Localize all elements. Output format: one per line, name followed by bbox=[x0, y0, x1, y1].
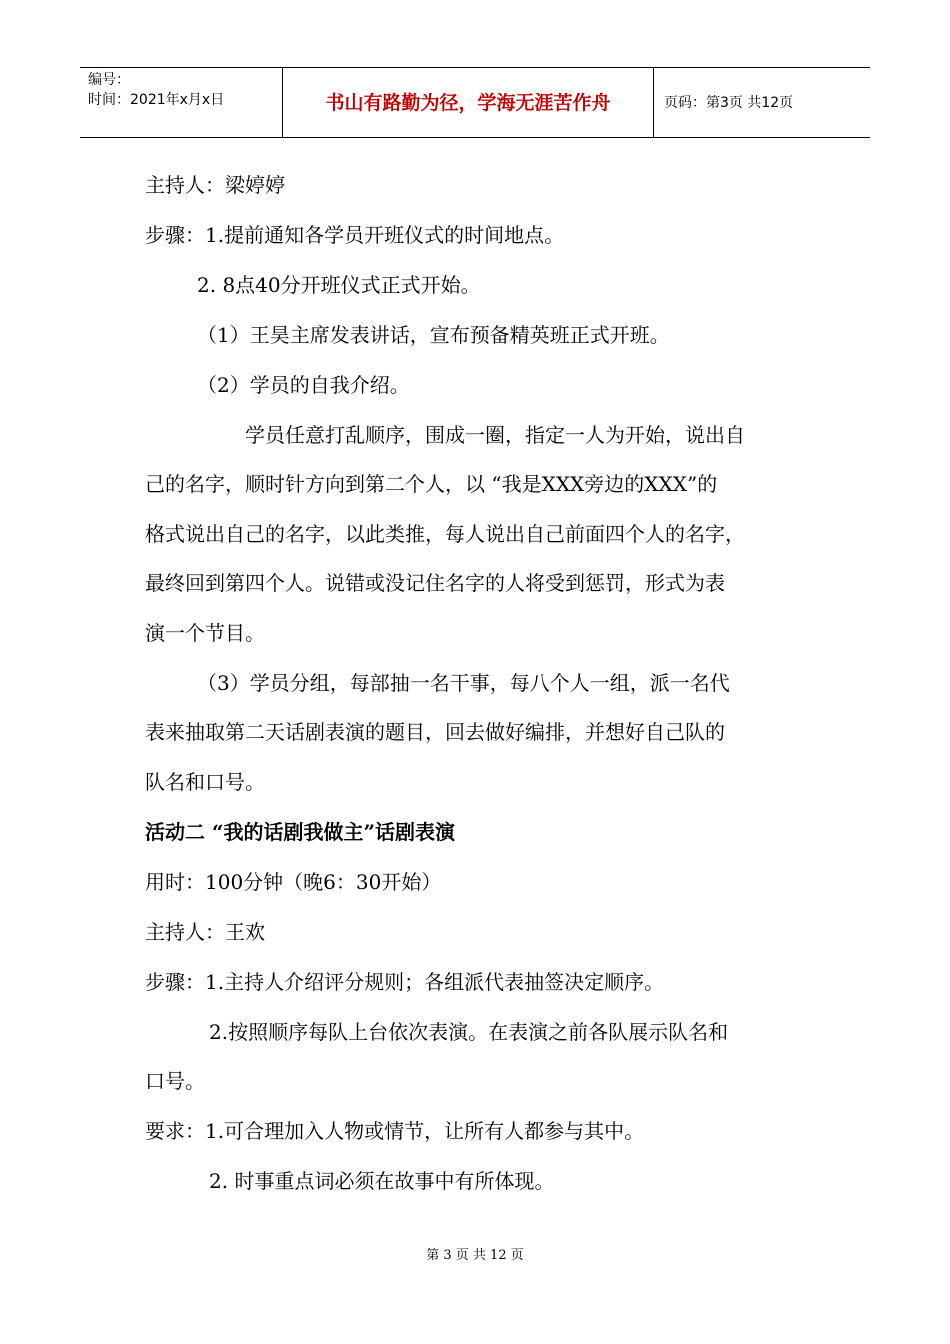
steps-1-item-2: 2. 8点40分开班仪式正式开始。 bbox=[197, 273, 481, 297]
steps-2-item-2-line-1: 2.按照顺序每队上台依次表演。在表演之前各队展示队名和 bbox=[209, 1020, 729, 1044]
header-page-label: 页码：第3页 共12页 bbox=[664, 95, 794, 111]
serial-label: 编号： bbox=[88, 72, 130, 88]
steps-1-sub-2: （2）学员的自我介绍。 bbox=[197, 373, 410, 397]
activity-2-heading: 活动二 “我的话剧我做主”话剧表演 bbox=[145, 820, 455, 844]
paragraph-2-line-3: 队名和口号。 bbox=[145, 770, 265, 794]
steps-1-item-1: 步骤：1.提前通知各学员开班仪式的时间地点。 bbox=[145, 223, 565, 247]
header-page-cell bbox=[654, 68, 870, 137]
header-motto: 书山有路勤为径，学海无涯苦作舟 bbox=[325, 92, 611, 114]
page-header bbox=[80, 67, 870, 138]
requirement-2: 2. 时事重点词必须在故事中有所体现。 bbox=[209, 1169, 555, 1193]
header-motto-cell bbox=[283, 68, 654, 137]
page-footer: 第 3 页 共 12 页 bbox=[426, 1248, 524, 1263]
paragraph-1-line-4: 最终回到第四个人。说错或没记住名字的人将受到惩罚，形式为表 bbox=[145, 571, 725, 595]
header-info-cell bbox=[80, 68, 283, 137]
requirement-1: 要求：1.可合理加入人物或情节，让所有人都参与其中。 bbox=[145, 1119, 645, 1143]
duration-2: 用时：100分钟（晚6：30开始） bbox=[145, 870, 442, 894]
time-label: 时间：2021年x月x日 bbox=[88, 92, 225, 108]
paragraph-1-line-1: 学员任意打乱顺序，围成一圈，指定一人为开始，说出自 bbox=[245, 423, 745, 447]
host-2: 主持人：王欢 bbox=[145, 920, 265, 944]
paragraph-1-line-5: 演一个节目。 bbox=[145, 621, 265, 645]
host-1: 主持人：梁婷婷 bbox=[145, 173, 285, 197]
steps-2-item-1: 步骤：1.主持人介绍评分规则；各组派代表抽签决定顺序。 bbox=[145, 970, 665, 994]
paragraph-2-line-2: 表来抽取第二天话剧表演的题目，回去做好编排，并想好自己队的 bbox=[145, 720, 725, 744]
paragraph-1-line-2: 己的名字，顺时针方向到第二个人，以 “我是XXX旁边的XXX”的 bbox=[145, 472, 718, 496]
steps-2-item-2-line-2: 口号。 bbox=[145, 1069, 205, 1093]
paragraph-1-line-3: 格式说出自己的名字，以此类推，每人说出自己前面四个人的名字， bbox=[145, 522, 745, 546]
steps-1-sub-1: （1）王昊主席发表讲话，宣布预备精英班正式开班。 bbox=[197, 323, 670, 347]
paragraph-2-line-1: （3）学员分组，每部抽一名干事，每八个人一组，派一名代 bbox=[197, 671, 730, 695]
